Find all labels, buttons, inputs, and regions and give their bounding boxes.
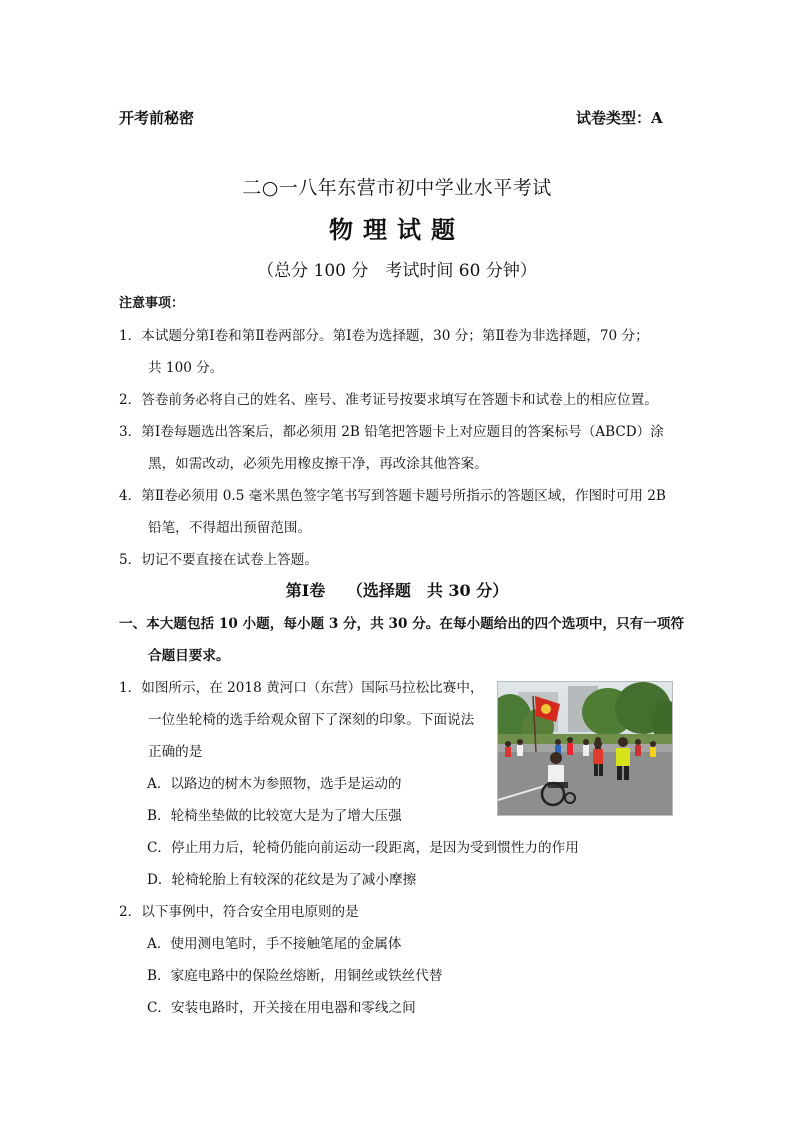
notice-item-cont: 共 100 分。 [148, 360, 224, 376]
notice-item-cont: 铅笔，不得超出预留范围。 [148, 520, 312, 536]
question-1-option-b: B．轮椅坐垫做的比较宽大是为了增大压强 [147, 808, 402, 824]
question-2-stem: 2．以下事例中，符合安全用电原则的是 [119, 904, 359, 920]
confidential-label: 开考前秘密 [119, 109, 195, 127]
question-2-option-a: A．使用测电笔时，手不接触笔尾的金属体 [147, 936, 402, 952]
question-1-option-d: D．轮椅轮胎上有较深的花纹是为了减小摩擦 [147, 872, 417, 888]
paper-type-label: 试卷类型：A [576, 109, 663, 127]
notice-item: 1．本试题分第Ⅰ卷和第Ⅱ卷两部分。第Ⅰ卷为选择题，30 分；第Ⅱ卷为非选择题，70 分； [119, 328, 649, 344]
notice-item-cont: 黑，如需改动，必须先用橡皮擦干净，再改涂其他答案。 [148, 456, 488, 472]
section-title: 第Ⅰ卷 （选择题 共 30 分） [285, 581, 509, 600]
section-instruction-cont: 合题目要求。 [148, 648, 230, 664]
notice-item: 4．第Ⅱ卷必须用 0.5 毫米黑色签字笔书写到答题卡题号所指示的答题区域，作图时可用 2B [119, 488, 666, 504]
notice-item: 2．答卷前务必将自己的姓名、座号、准考证号按要求填写在答题卡和试卷上的相应位置。 [119, 392, 658, 408]
notice-item: 5．切记不要直接在试卷上答题。 [119, 552, 318, 568]
question-1-stem: 1．如图所示，在 2018 黄河口（东营）国际马拉松比赛中， [119, 680, 484, 696]
question-2-option-c: C．安装电路时，开关接在用电器和零线之间 [147, 1000, 416, 1016]
question-1-option-c: C．停止用力后，轮椅仍能向前运动一段距离，是因为受到惯性力的作用 [147, 840, 579, 856]
subject-title: 物理试题 [329, 215, 465, 244]
notice-heading: 注意事项： [119, 296, 185, 311]
notice-item: 3．第Ⅰ卷每题选出答案后，都必须用 2B 铅笔把答题卡上对应题目的答案标号（ABCD）涂 [119, 424, 664, 440]
question-2-option-b: B．家庭电路中的保险丝熔断，用铜丝或铁丝代替 [147, 968, 443, 984]
marathon-photo [497, 681, 673, 816]
question-1-stem-cont: 正确的是 [148, 744, 203, 760]
exam-score-time: （总分 100 分 考试时间 60 分钟） [257, 261, 537, 281]
question-1-option-a: A．以路边的树木为参照物，选手是运动的 [147, 776, 402, 792]
marathon-illustration [498, 682, 672, 815]
section-instruction: 一、本大题包括 10 小题，每小题 3 分，共 30 分。在每小题给出的四个选项中，只有一项符 [119, 616, 685, 632]
exam-title: 二○一八年东营市初中学业水平考试 [242, 177, 552, 199]
question-1-stem-cont: 一位坐轮椅的选手给观众留下了深刻的印象。下面说法 [148, 712, 475, 728]
